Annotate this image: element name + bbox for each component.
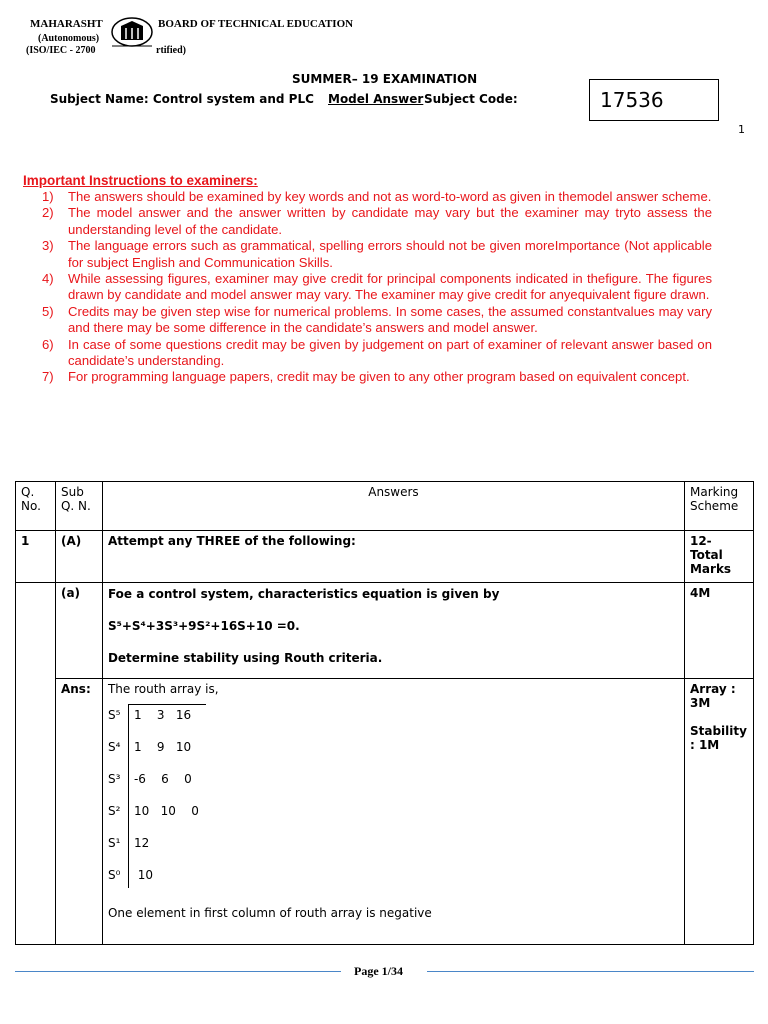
instructions-heading: Important Instructions to examiners: [23, 173, 258, 188]
instruction-text: While assessing figures, examiner may give credit for principal components indicated in thefigure. The figures drawn by candidate and model answer may vary. The examiner may give credit for anyequivalent figure drawn. [68, 271, 712, 303]
instruction-item [42, 205, 712, 238]
routh-power: S¹ [107, 836, 121, 850]
routh-array [108, 696, 679, 896]
table-row-3 [16, 679, 754, 945]
instruction-item [42, 271, 712, 304]
instruction-number: 4) [42, 271, 54, 287]
subject-name: Subject Name: Control system and PLC [50, 92, 314, 106]
row3-conclusion: One element in first column of routh array is negative [107, 906, 432, 920]
table-row-1 [16, 531, 754, 583]
instruction-item [42, 337, 712, 370]
instruction-text: For programming language papers, credit may be given to any other program based on equivalent concept. [68, 369, 690, 385]
instruction-text: Credits may be given step wise for numerical problems. In some cases, the assumed constantvalues may vary and there may be some difference in the candidate’s answers and model answer. [68, 303, 712, 336]
routh-values: 1 3 16 [133, 708, 192, 722]
row3-intro: The routh array is, [107, 682, 219, 696]
msbte-logo [110, 16, 154, 48]
row1-sub: (A) [55, 531, 102, 583]
instruction-text: The language errors such as grammatical, spelling errors should not be given moreImportance (Not applicable for subject English and Communication Skills. [68, 238, 712, 270]
routh-divider-vertical [128, 704, 129, 888]
instruction-item [42, 238, 712, 271]
org-name-left: MAHARASHT [30, 18, 103, 30]
iso-left: (ISO/IEC - 2700 [26, 45, 96, 56]
table-row-2 [16, 583, 754, 679]
org-name-right: BOARD OF TECHNICAL EDUCATION [158, 18, 354, 30]
routh-values: 10 10 0 [133, 804, 199, 818]
routh-power: S⁵ [107, 708, 121, 722]
page-number-top: 1 [738, 123, 745, 136]
footer-rule-right [427, 971, 754, 972]
instruction-number: 2) [42, 205, 54, 221]
footer-page: Page 1/34 [354, 964, 403, 978]
row2-qno-empty [16, 583, 56, 945]
row3-sub: Ans: [55, 679, 102, 945]
header-answers: Answers [102, 482, 684, 531]
instruction-item [42, 369, 712, 385]
routh-values: 12 [133, 836, 150, 850]
routh-values: -6 6 0 [133, 772, 192, 786]
instruction-text: The model answer and the answer written by candidate may vary but the examiner may tryto assess the understanding level of the candidate. [68, 205, 712, 237]
routh-divider-horizontal [128, 704, 206, 705]
instruction-number: 3) [42, 238, 54, 254]
routh-power: S⁰ [107, 868, 121, 882]
subject-code-label: Subject Code: [424, 92, 518, 106]
routh-power: S³ [107, 772, 121, 786]
instruction-text: The answers should be examined by key words and not as word-to-word as given in themodel answer scheme. [68, 189, 712, 204]
row2-question [102, 583, 684, 679]
row1-marks: 12- Total Marks [684, 531, 753, 583]
instruction-number: 7) [42, 369, 54, 385]
model-answer-label: Model Answer [328, 92, 424, 106]
row3-marks [684, 679, 753, 945]
row2-marks: 4M [684, 583, 753, 679]
row3-answer [102, 679, 684, 945]
header-subqn: Sub Q. N. [55, 482, 102, 531]
instruction-item [42, 304, 712, 337]
instruction-number: 1) [42, 189, 54, 204]
table-header-row [16, 482, 754, 531]
routh-power: S⁴ [107, 740, 121, 754]
answer-table [15, 481, 754, 945]
row2-line3: Determine stability using Routh criteria. [107, 651, 383, 665]
iso-right: rtified) [156, 45, 186, 56]
routh-values: 1 9 10 [133, 740, 192, 754]
instruction-text: In case of some questions credit may be given by judgement on part of examiner of relevant answer based on candidate’s understanding. [68, 336, 712, 369]
footer-rule-left [15, 971, 341, 972]
header-qno: Q. No. [16, 482, 56, 531]
header-marking: Marking Scheme [684, 482, 753, 531]
marks-stability: Stability : 1M [689, 724, 747, 752]
row2-sub: (a) [55, 583, 102, 679]
exam-title: SUMMER– 19 EXAMINATION [292, 72, 478, 86]
marks-array: Array : 3M [689, 682, 736, 710]
instruction-number: 6) [42, 336, 54, 352]
instruction-item [42, 189, 712, 205]
routh-power: S² [107, 804, 121, 818]
row2-line1: Foe a control system, characteristics equation is given by [107, 587, 500, 601]
autonomous-label: (Autonomous) [38, 33, 100, 44]
subject-code-box: 17536 [589, 79, 719, 121]
routh-values: 10 [133, 868, 154, 882]
instruction-number: 5) [42, 303, 54, 319]
row1-qno: 1 [16, 531, 56, 583]
row1-text: Attempt any THREE of the following: [102, 531, 684, 583]
instructions-list [42, 189, 712, 386]
row2-equation: S⁵+S⁴+3S³+9S²+16S+10 =0. [107, 619, 300, 633]
